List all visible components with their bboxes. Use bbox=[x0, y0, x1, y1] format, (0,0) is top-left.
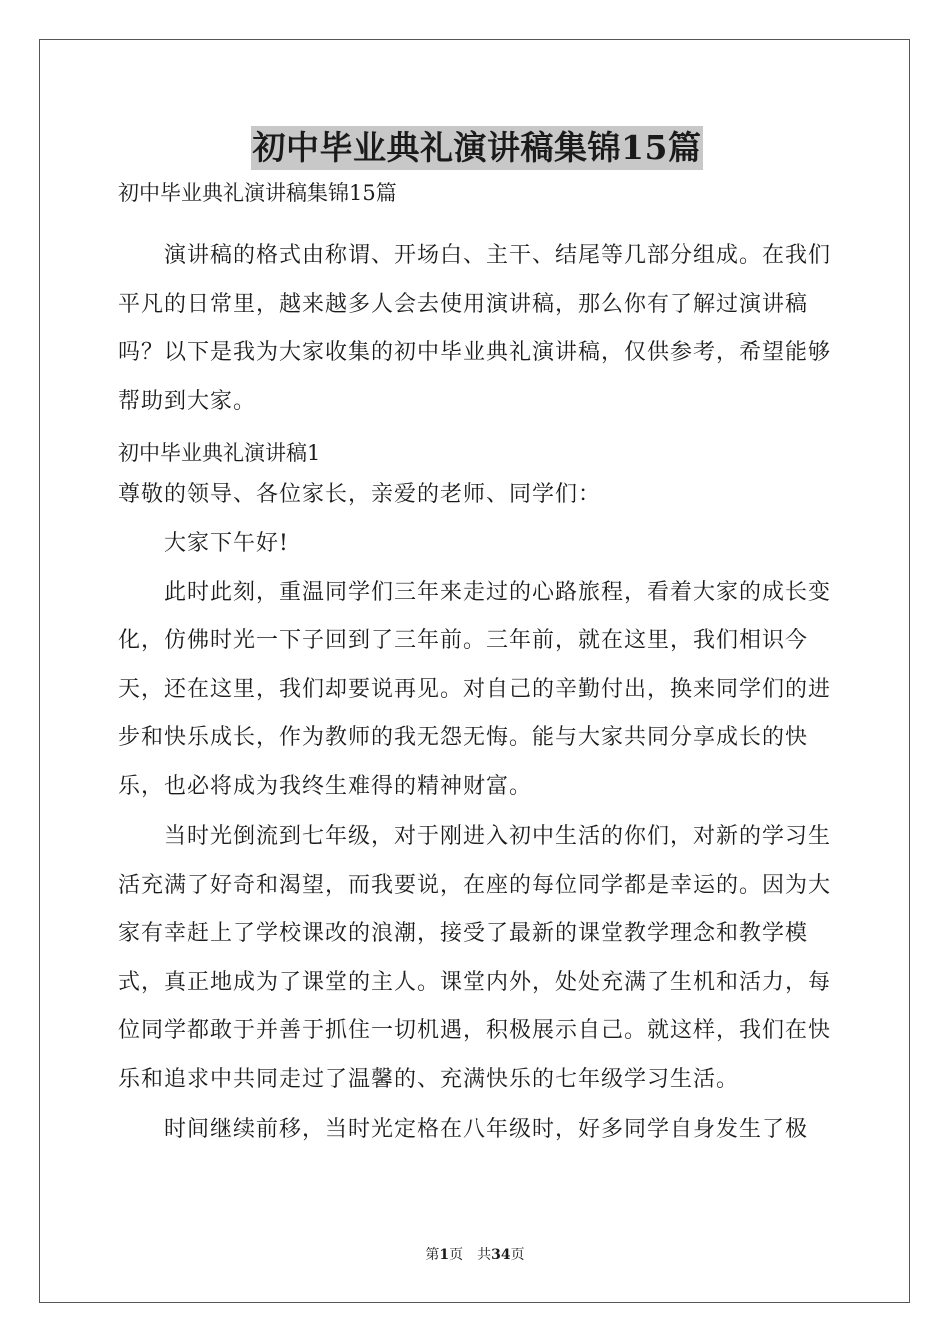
page-footer bbox=[0, 1246, 950, 1264]
greeting: 大家下午好! bbox=[164, 531, 289, 556]
total-pages: 34 bbox=[491, 1247, 511, 1263]
body-paragraph-2: 当时光倒流到七年级，对于刚进入初中生活的你们，对新的学习生活充满了好奇和渴望，而我要说，在座的每位同学都是幸运的。因为大家有幸赶上了学校课改的浪潮，接受了最新的课堂教学理念和教学模式，真正地成为了课堂的主人。课堂内外，处处充满了生机和活力，每位同学都敢于并善于抓住一切机遇，积极展示自己。就这样，我们在快乐和追求中共同走过了温馨的、充满快乐的七年级学习生活。 bbox=[118, 824, 832, 1092]
document-subtitle: 初中毕业典礼演讲稿集锦15篇 bbox=[118, 181, 397, 205]
body-paragraph-3: 时间继续前移，当时光定格在八年级时，好多同学自身发生了极 bbox=[164, 1117, 809, 1142]
salutation: 尊敬的领导、各位家长，亲爱的老师、同学们： bbox=[118, 482, 602, 507]
body-paragraph-1: 此时此刻，重温同学们三年来走过的心路旅程，看着大家的成长变化，仿佛时光一下子回到了三年前。三年前，就在这里，我们相识今天，还在这里，我们却要说再见。对自己的辛勤付出，换来同学们的进步和快乐成长，作为教师的我无怨无悔。能与大家共同分享成长的快乐，也必将成为我终生难得的精神财富。 bbox=[118, 579, 832, 799]
document-body bbox=[118, 126, 836, 1155]
page-prefix: 第 bbox=[425, 1247, 440, 1263]
page-suffix: 页 bbox=[449, 1247, 464, 1263]
section-heading: 初中毕业典礼演讲稿1 bbox=[118, 441, 321, 465]
total-suffix: 页 bbox=[510, 1247, 525, 1263]
title-wrap bbox=[118, 126, 836, 172]
document-title: 初中毕业典礼演讲稿集锦15篇 bbox=[251, 126, 704, 170]
intro-paragraph: 演讲稿的格式由称谓、开场白、主干、结尾等几部分组成。在我们平凡的日常里，越来越多人会去使用演讲稿，那么你有了解过演讲稿吗？以下是我为大家收集的初中毕业典礼演讲稿，仅供参考，希望能够帮助到大家。 bbox=[118, 243, 832, 414]
page-number: 1 bbox=[439, 1247, 450, 1263]
total-prefix: 共 bbox=[477, 1247, 492, 1263]
